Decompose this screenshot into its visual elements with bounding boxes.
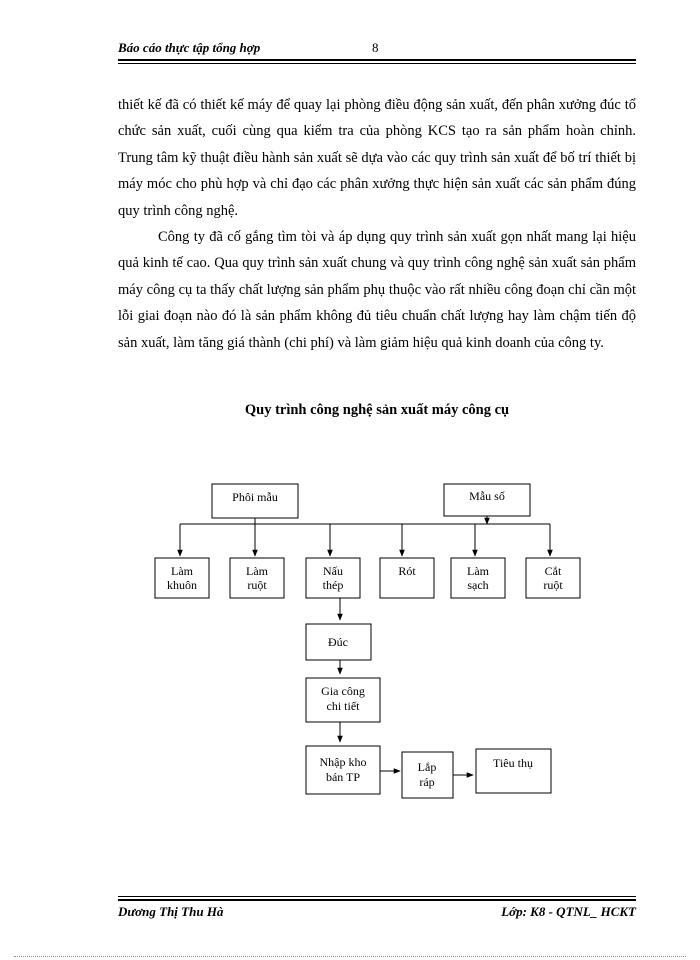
label-duc: Đúc bbox=[328, 635, 348, 649]
footer-author: Dương Thị Thu Hà bbox=[118, 904, 224, 919]
footer-rule-thick bbox=[118, 899, 636, 901]
label-lam-khuon-2: khuôn bbox=[167, 578, 197, 592]
page-bottom-dots bbox=[14, 956, 686, 957]
paragraph-2: Công ty đã cố gắng tìm tòi và áp dụng quy trình sản xuất gọn nhất mang lại hiệu quả kinh tế cao. Qua quy trình sản xuất chung và quy trình công nghệ sản xuất sản phẩm máy công cụ ta thấy chất lượng sản phẩm phụ thuộc vào rất nhiều công đoạn chỉ cần một lỗi giai đoạn nào đó là sản phẩm không đủ tiêu chuẩn chất lượng hay làm chậm tiến độ sản xuất, làm tăng giá thành (chi phí) và làm giảm hiệu quả kinh doanh của công ty. bbox=[118, 229, 636, 351]
figure-title: Quy trình công nghệ sản xuất máy công cụ bbox=[244, 402, 510, 418]
label-lam-ruot-1: Làm bbox=[246, 564, 268, 578]
label-gia-cong-2: chi tiết bbox=[326, 699, 360, 713]
label-tieu-thu: Tiêu thụ bbox=[493, 756, 533, 770]
footer-class: Lớp: K8 - QTNL_ HCKT bbox=[501, 904, 636, 919]
label-cat-ruot-1: Cắt bbox=[544, 564, 562, 578]
label-mau-so: Mẫu số bbox=[469, 489, 505, 503]
label-lam-khuon-1: Làm bbox=[171, 564, 193, 578]
label-lam-sach-1: Làm bbox=[467, 564, 489, 578]
header-title: Báo cáo thực tập tổng hợp bbox=[118, 40, 261, 55]
label-nau-thep-1: Nấu bbox=[323, 564, 343, 578]
label-nhap-kho-1: Nhập kho bbox=[319, 755, 367, 769]
label-nau-thep-2: thép bbox=[322, 578, 344, 592]
label-cat-ruot-2: ruột bbox=[543, 578, 563, 592]
label-lam-ruot-2: ruột bbox=[247, 578, 267, 592]
label-nhap-kho-2: bán TP bbox=[325, 770, 361, 784]
footer-rule-thin bbox=[118, 896, 636, 897]
label-gia-cong-1: Gia công bbox=[321, 684, 365, 698]
label-phoi-mau: Phôi mẫu bbox=[232, 490, 278, 504]
label-lap-rap-2: ráp bbox=[419, 775, 435, 789]
label-lap-rap-1: Lắp bbox=[417, 760, 437, 774]
label-lam-sach-2: sạch bbox=[467, 578, 489, 592]
label-rot: Rót bbox=[398, 564, 416, 578]
page-number: 8 bbox=[372, 40, 379, 55]
paragraph-1: thiết kế đã có thiết kế máy để quay lại phòng điều động sản xuất, đến phân xưởng đúc tổ chức sản xuất, cuối cùng qua kiểm tra của phòng KCS tạo ra sản phẩm hoàn chỉnh. Trung tâm kỹ thuật điều hành sản xuất sẽ dựa vào các quy trình sản xuất để bố trí thiết bị máy móc cho phù hợp và chỉ đạo các phân xưởng thực hiện sản xuất các sản phẩm đúng quy trình công nghệ. bbox=[118, 97, 636, 219]
